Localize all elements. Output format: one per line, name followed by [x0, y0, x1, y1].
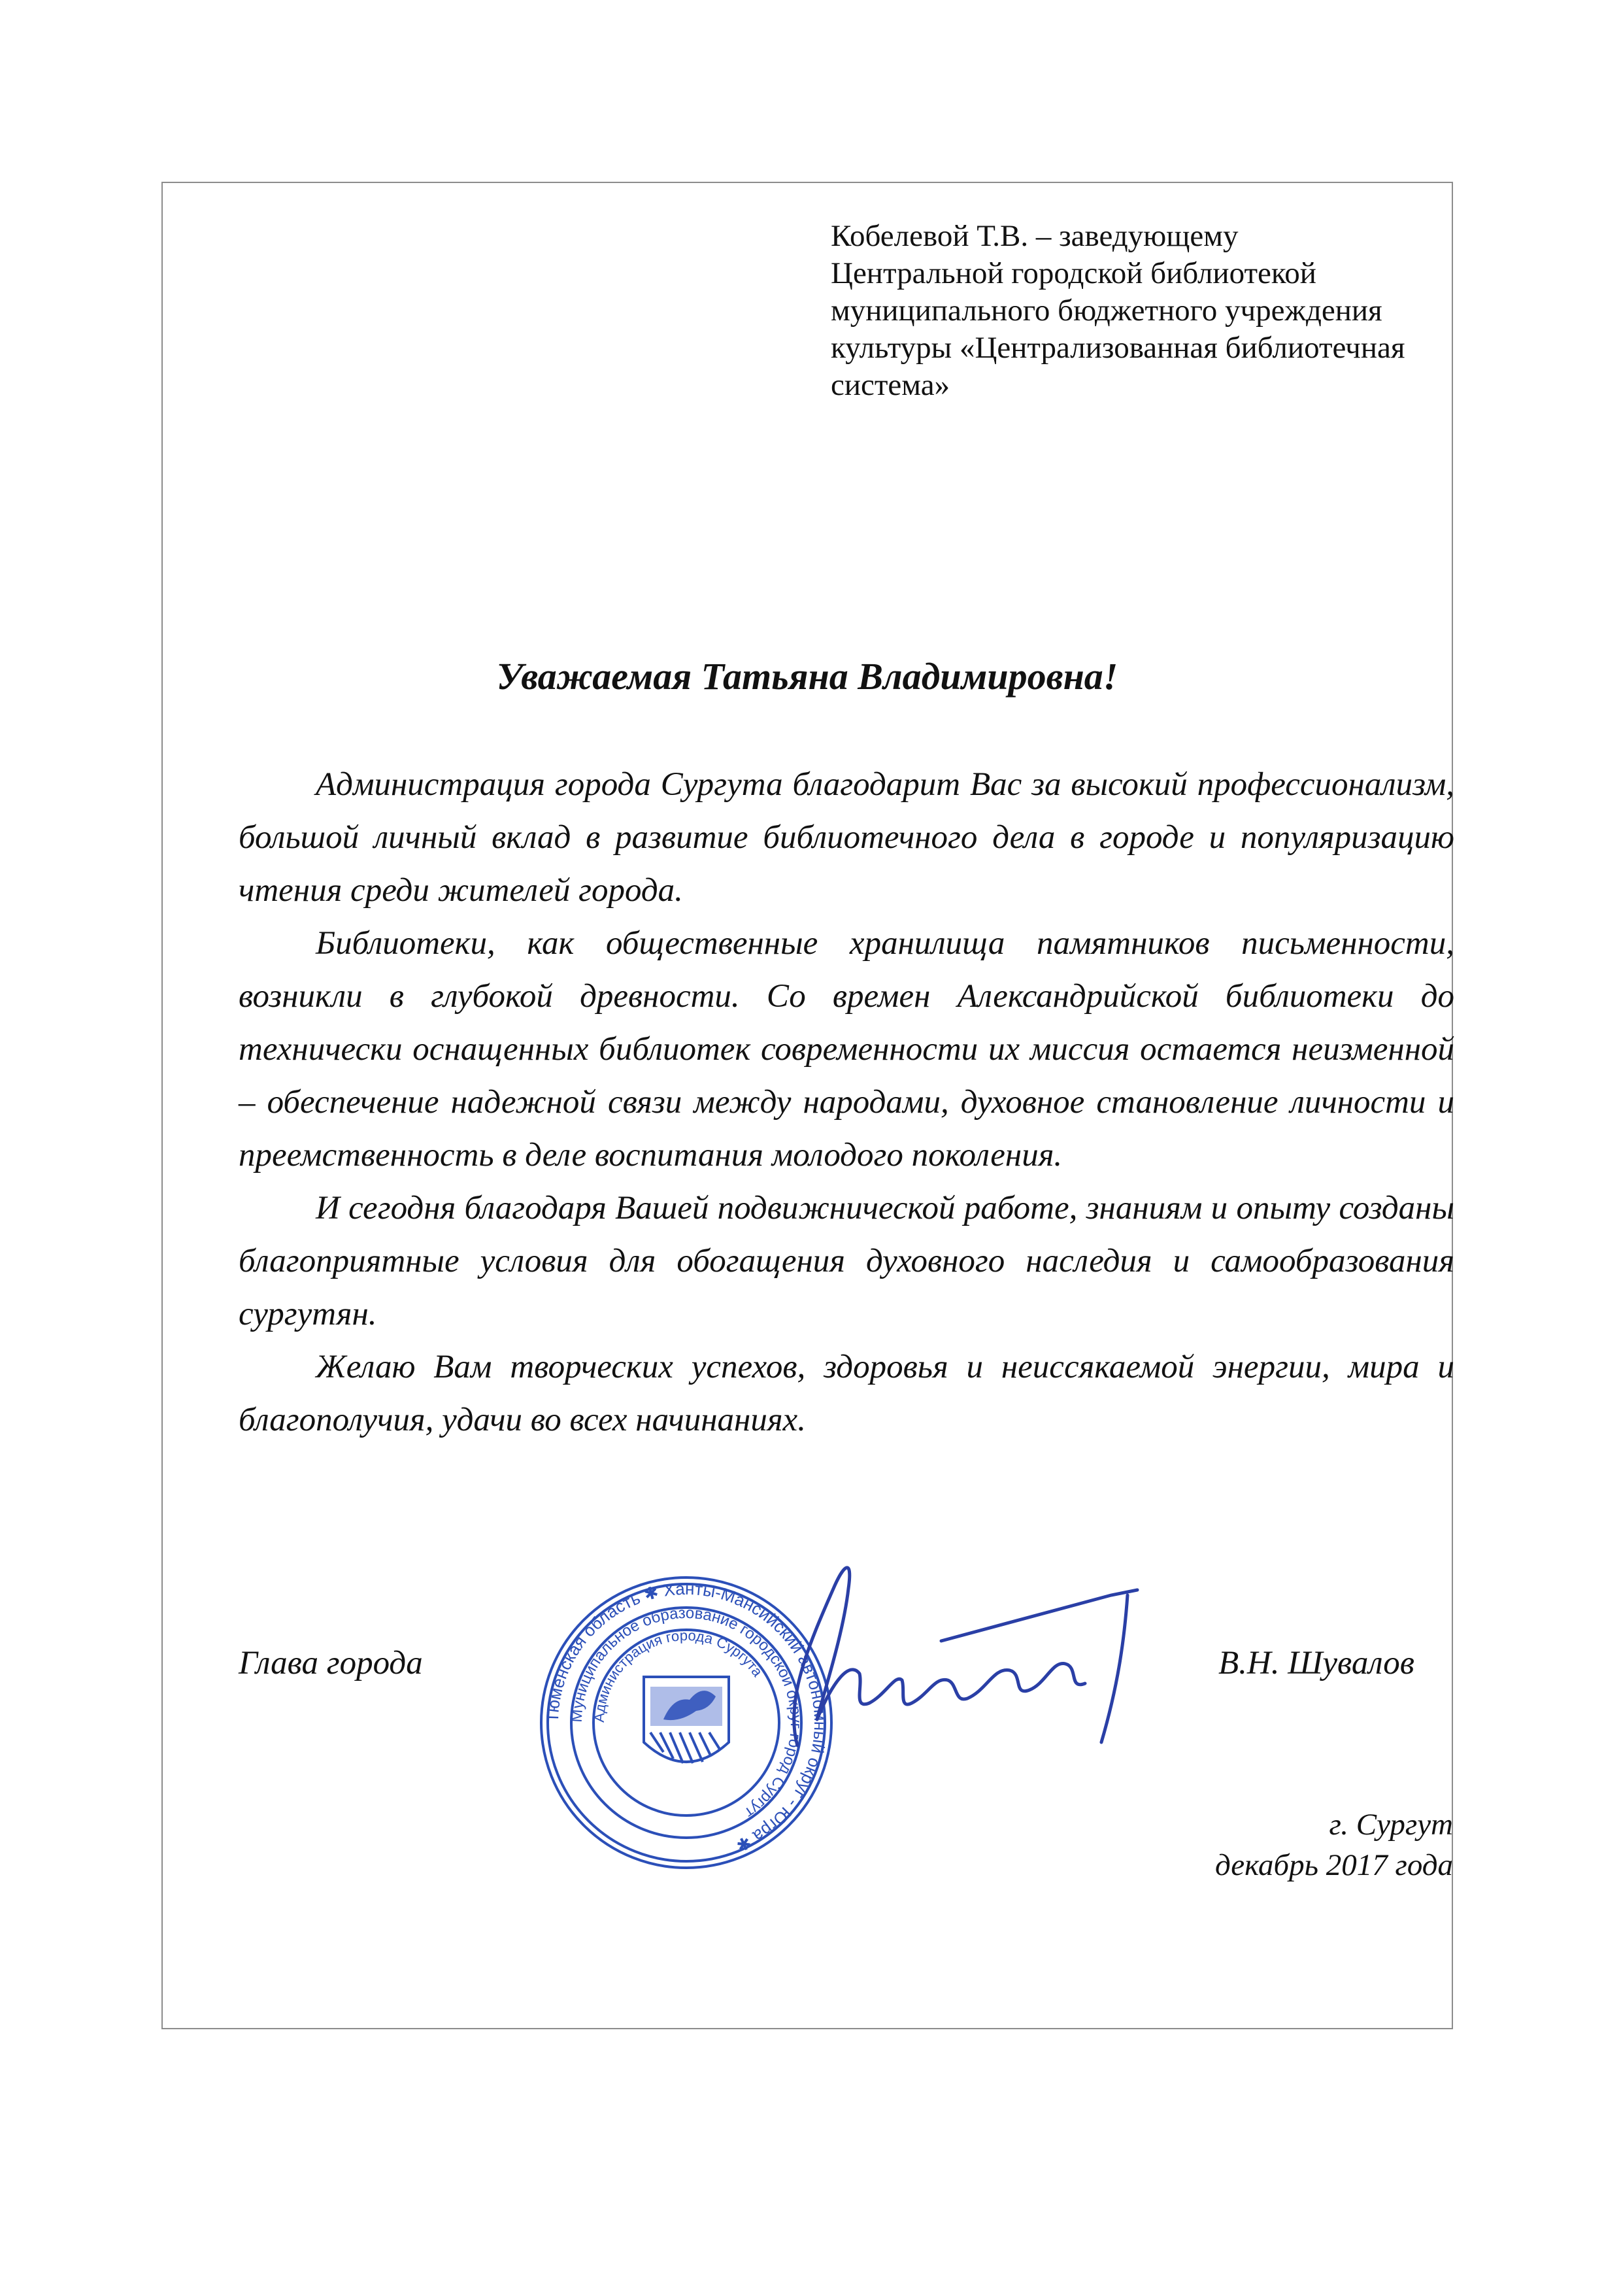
addressee-line: культуры «Централизованная библиотечная — [831, 331, 1405, 365]
date: декабрь 2017 года — [1214, 1848, 1453, 1882]
body-paragraph: Желаю Вам творческих успехов, здоровья и неиссякаемой энергии, мира и благополучия, удачи во всех начинаниях. — [239, 1349, 1454, 1438]
seal-inner-text: Администрация города Сургута — [590, 1627, 766, 1723]
addressee-line: система» — [831, 368, 950, 402]
seal-middle-text: Муниципальное образование городской округ город Сургут — [567, 1604, 805, 1822]
body-paragraph: И сегодня благодаря Вашей подвижнической работе, знаниям и опыту созданы благоприятные условия для обогащения духовного наследия и самообразования сургутян. — [239, 1190, 1454, 1332]
body-paragraph: Администрация города Сургута благодарит Вас за высокий профессионализм, большой личный вклад в развитие библиотечного дела в городе и популяризацию чтения среди жителей города. — [239, 766, 1454, 909]
place: г. Сургут — [1329, 1808, 1453, 1842]
addressee-block — [831, 218, 1471, 404]
greeting-heading: Уважаемая Татьяна Владимировна! — [496, 655, 1118, 698]
seal-emblem — [644, 1677, 729, 1763]
addressee-line: Центральной городской библиотекой — [831, 256, 1316, 290]
handwritten-signature — [771, 1549, 1177, 1772]
signer-title: Глава города — [239, 1645, 423, 1681]
signer-name: В.Н. Шувалов — [1218, 1645, 1414, 1681]
seal-outer-text: Тюменская область ✱ Ханты-Мансийский автономный округ - Югра ✱ — [542, 1578, 831, 1856]
addressee-line: муниципального бюджетного учреждения — [831, 294, 1382, 328]
place-date-block — [1111, 1804, 1453, 1885]
addressee-line: Кобелевой Т.В. – заведующему — [831, 219, 1239, 253]
letter-body — [239, 758, 1454, 1447]
body-paragraph: Библиотеки, как общественные хранилища памятников письменности, возникли в глубокой древности. Со времен Александрийской библиотеки до технически оснащенных библиотек современности их миссия остается неизменной – обеспечение надежной связи между народами, духовное становление личности и преемственность в деле воспитания молодого поколения. — [239, 925, 1454, 1173]
